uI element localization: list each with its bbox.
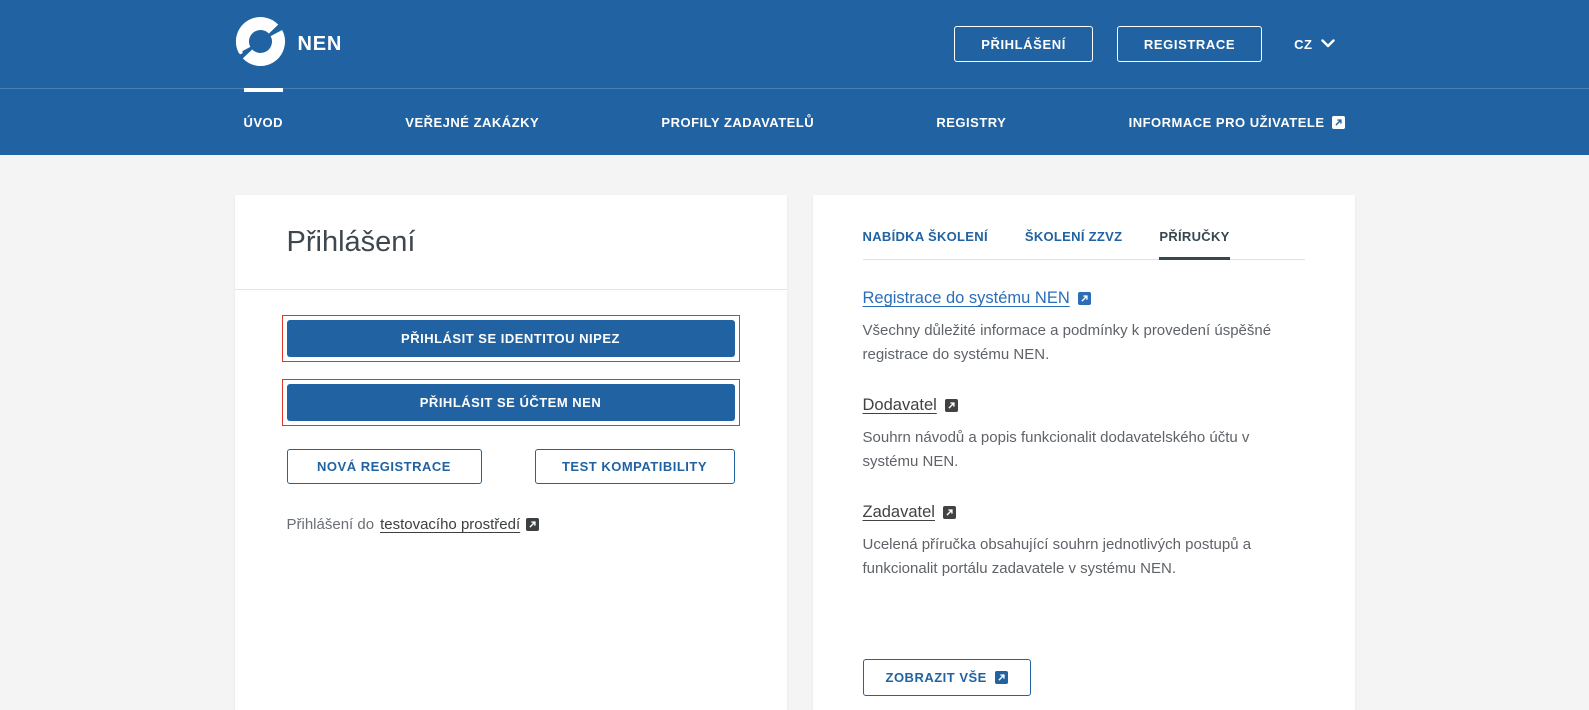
nav-item-label: VEŘEJNÉ ZAKÁZKY	[405, 114, 540, 130]
test-environment-link-label: testovacího prostředí	[380, 516, 521, 533]
external-link-icon	[1332, 116, 1345, 129]
manual-description: Ucelená příručka obsahující souhrn jednotlivých postupů a funkcionalit portálu zadavatele v systému NEN.	[862, 536, 1252, 577]
external-link-icon	[526, 518, 539, 531]
manual-section	[863, 396, 1305, 474]
nav-item-label: PROFILY ZADAVATELŮ	[661, 114, 815, 130]
login-card-header	[235, 195, 787, 290]
external-link-icon	[1078, 292, 1091, 305]
manual-section	[863, 289, 1305, 367]
manual-section	[863, 503, 1305, 581]
registration-button[interactable]: REGISTRACE	[1117, 26, 1262, 62]
manual-description: Všechny důležité informace a podmínky k provedení úspěšné registrace do systému NEN.	[862, 322, 1272, 363]
test-environment-link[interactable]	[380, 516, 539, 533]
manual-description: Souhrn návodů a popis funkcionalit dodavatelského účtu v systému NEN.	[862, 429, 1250, 470]
external-link-icon	[945, 399, 958, 412]
main-nav	[0, 88, 1589, 155]
tab-skoleni-zzvz[interactable]: ŠKOLENÍ ZZVZ	[1024, 229, 1123, 244]
new-registration-button[interactable]: NOVÁ REGISTRACE	[287, 449, 482, 484]
nav-item-informace-pro-uzivatele[interactable]	[1129, 89, 1346, 155]
compatibility-test-button[interactable]: TEST KOMPATIBILITY	[535, 449, 735, 484]
nav-item-label: ÚVOD	[243, 114, 284, 130]
language-selector[interactable]	[1294, 35, 1334, 53]
language-code: CZ	[1294, 36, 1313, 52]
info-tabs	[863, 229, 1305, 260]
test-environment-line	[287, 516, 735, 533]
page-title: Přihlášení	[286, 225, 416, 258]
main-content	[235, 195, 1355, 710]
link-label: Registrace do systému NEN	[862, 289, 1070, 307]
tab-prirucky[interactable]: PŘÍRUČKY	[1159, 229, 1229, 260]
nav-item-label: REGISTRY	[936, 114, 1007, 130]
nav-item-uvod[interactable]	[244, 89, 284, 155]
chevron-down-icon	[1321, 35, 1335, 53]
nipez-login-highlight	[282, 315, 740, 362]
nen-logo-icon	[235, 16, 286, 72]
login-button[interactable]: PŘIHLÁŠENÍ	[954, 26, 1093, 62]
link-label: Dodavatel	[862, 396, 937, 414]
supplier-manual-link[interactable]	[863, 396, 958, 415]
header	[0, 0, 1589, 88]
nen-logo-text: NEN	[297, 32, 343, 55]
login-card	[235, 195, 787, 710]
link-label: Zadavatel	[862, 503, 935, 521]
tab-nabidka-skoleni[interactable]: NABÍDKA ŠKOLENÍ	[862, 229, 988, 244]
nav-item-label: INFORMACE PRO UŽIVATELE	[1128, 114, 1325, 130]
show-all-label: ZOBRAZIT VŠE	[885, 670, 987, 685]
nav-item-registry[interactable]	[936, 89, 1006, 155]
nen-login-highlight	[282, 379, 740, 426]
external-link-icon	[943, 506, 956, 519]
nav-item-verejne-zakazky[interactable]	[405, 89, 539, 155]
nav-item-profily-zadavatelu[interactable]	[661, 89, 814, 155]
contracting-authority-manual-link[interactable]	[863, 503, 956, 522]
show-all-button[interactable]	[863, 659, 1031, 696]
info-card	[813, 195, 1355, 710]
login-nipez-button[interactable]: PŘIHLÁSIT SE IDENTITOU NIPEZ	[287, 320, 735, 357]
external-link-icon	[995, 671, 1008, 684]
registration-manual-link[interactable]	[863, 289, 1091, 308]
nen-logo[interactable]	[235, 16, 343, 72]
test-environment-prefix: Přihlášení do	[286, 516, 375, 533]
login-nen-account-button[interactable]: PŘIHLÁSIT SE ÚČTEM NEN	[287, 384, 735, 421]
